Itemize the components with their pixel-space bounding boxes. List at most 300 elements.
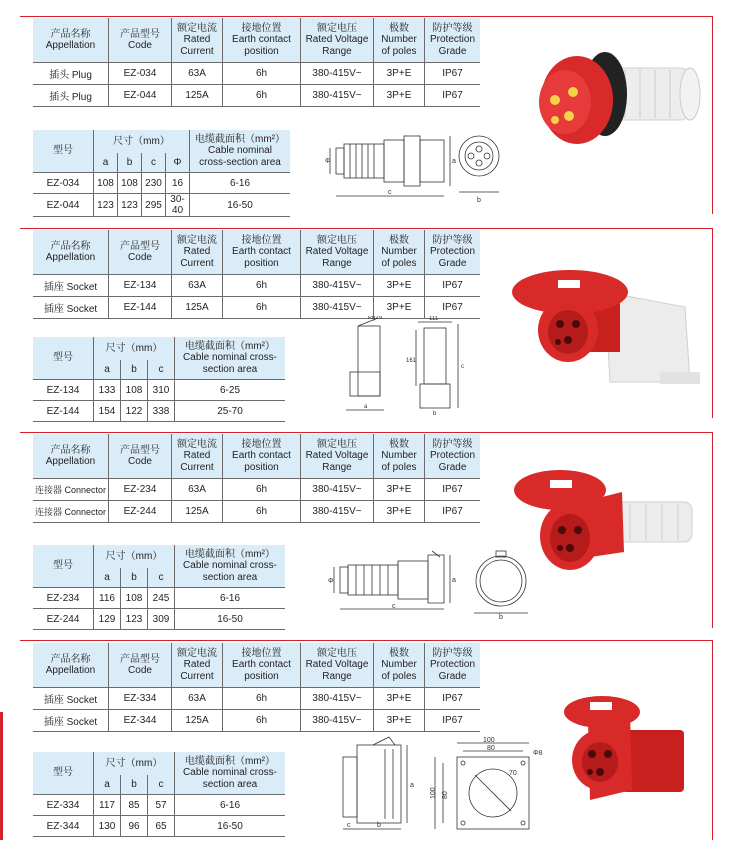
- spec-header-code: [109, 18, 172, 63]
- spec-header-line: Code: [128, 252, 152, 263]
- spec-cell-current: 125A: [172, 710, 223, 732]
- dimension-cell-value: 122: [121, 401, 148, 422]
- spec-cell-name: 插座 Socket: [33, 275, 109, 297]
- spec-header-code: [109, 230, 172, 275]
- cable-header-line: 电缆截面积（mm²）: [185, 755, 275, 767]
- spec-header-line: 极数: [389, 234, 409, 246]
- spec-header-line: Earth contact: [232, 450, 291, 462]
- section-4-top-rule: [20, 640, 713, 641]
- dimension-table: [33, 752, 285, 837]
- dimension-row: [33, 173, 290, 194]
- spec-header-line: Earth contact: [232, 659, 291, 671]
- spec-row: [33, 275, 480, 297]
- spec-header-current: [172, 434, 223, 479]
- spec-cell-name: 连接器 Connector: [33, 479, 109, 501]
- dimension-header-cable: [175, 752, 286, 795]
- spec-header-line: Protection: [429, 450, 476, 462]
- plug-dimension-drawing: [322, 130, 502, 210]
- plug-phi-label: Φ: [325, 158, 331, 165]
- spec-header-appellation: [33, 18, 109, 63]
- dimension-cell-value: 123: [121, 609, 148, 630]
- spec-cell-grade: IP67: [425, 710, 481, 732]
- dimension-cell-value: 338: [148, 401, 175, 422]
- spec-header-line: Appellation: [45, 40, 96, 51]
- dimension-header-col: a: [94, 153, 118, 172]
- spec-cell-code: EZ-134: [109, 275, 172, 297]
- dimension-cell-cable: 6-16: [175, 795, 286, 816]
- panel-height-100-label: 100: [430, 787, 437, 799]
- spec-header-line: 额定电流: [177, 438, 217, 450]
- spec-header-line: 极数: [389, 647, 409, 659]
- dimension-cell-value: 117: [94, 795, 121, 816]
- spec-header-voltage: [301, 643, 374, 688]
- spec-header-line: Protection: [429, 246, 476, 258]
- dimension-cell-value: 129: [94, 609, 121, 630]
- spec-cell-grade: IP67: [425, 275, 481, 297]
- spec-header-poles: [374, 434, 425, 479]
- spec-header-line: Range: [322, 45, 352, 57]
- connector-product-image: [512, 462, 707, 582]
- dimension-header-size: 尺寸（mm）: [94, 130, 190, 153]
- spec-header-line: 产品名称: [50, 653, 91, 665]
- spec-header-line: 防护等级: [432, 647, 473, 659]
- socket-product-image: [510, 262, 705, 387]
- dimension-header-col: b: [118, 153, 142, 172]
- cable-header-line: 电缆截面积（mm²）: [185, 548, 275, 560]
- dimension-cell-value: 108: [118, 173, 142, 194]
- spec-table: [33, 230, 480, 319]
- plug-a-label: a: [452, 158, 456, 165]
- socket-pg-label: Pg29: [368, 316, 383, 321]
- spec-header-poles: [374, 18, 425, 63]
- spec-header-poles: [374, 230, 425, 275]
- spec-table: [33, 643, 480, 732]
- dimension-cell-value: 85: [121, 795, 148, 816]
- spec-header-line: Number: [381, 450, 417, 462]
- spec-header-line: Rated Voltage: [305, 246, 369, 258]
- spec-header-line: 防护等级: [432, 22, 473, 34]
- spec-header-line: Rated: [183, 34, 211, 46]
- section-1-top-rule: [20, 16, 713, 17]
- spec-cell-poles: 3P+E: [374, 297, 425, 319]
- spec-cell-voltage: 380-415V~: [301, 297, 374, 319]
- spec-header-earth: [223, 434, 301, 479]
- panel-b-label: b: [377, 822, 381, 829]
- cable-header-line: Cable nominal cross-: [183, 767, 277, 779]
- section-4-right-rule: [712, 640, 713, 840]
- spec-cell-name: 插座 Socket: [33, 297, 109, 319]
- dimension-cell-value: 30-40: [166, 194, 190, 217]
- spec-header-line: 产品名称: [50, 444, 91, 456]
- spec-header-line: 额定电流: [177, 647, 217, 659]
- spec-header-line: 额定电压: [317, 234, 357, 246]
- panel-socket-dimension-drawing: [333, 735, 553, 835]
- plug-b-label: b: [477, 197, 481, 204]
- dimension-cell-cable: 6-16: [175, 588, 286, 609]
- spec-header-line: position: [244, 670, 279, 682]
- panel-a-label: a: [410, 782, 414, 789]
- spec-header-line: Range: [322, 670, 352, 682]
- spec-header-line: 极数: [389, 438, 409, 450]
- dimension-cell-value: 309: [148, 609, 175, 630]
- spec-cell-current: 125A: [172, 85, 223, 107]
- spec-cell-name: 连接器 Connector: [33, 501, 109, 523]
- cable-header-line: 电缆截面积（mm²）: [195, 133, 285, 145]
- socket-dimension-drawing: [338, 316, 488, 416]
- panel-hole-label: Φ8: [533, 750, 543, 757]
- spec-header-line: Code: [128, 40, 152, 51]
- dimension-row: [33, 401, 285, 422]
- socket-a-label: a: [364, 404, 368, 410]
- dimension-header-col: c: [142, 153, 166, 172]
- spec-cell-name: 插头 Plug: [33, 63, 109, 85]
- spec-cell-voltage: 380-415V~: [301, 688, 374, 710]
- spec-header-line: 接地位置: [241, 438, 282, 450]
- dimension-header-col: b: [121, 360, 148, 379]
- spec-header-line: 额定电流: [177, 22, 217, 34]
- spec-header-line: Rated Voltage: [305, 450, 369, 462]
- dimension-table: [33, 130, 290, 217]
- spec-header-line: Grade: [438, 45, 467, 57]
- spec-cell-grade: IP67: [425, 297, 481, 319]
- spec-header-line: Number: [381, 246, 417, 258]
- dimension-cell-value: 295: [142, 194, 166, 217]
- spec-header-line: Earth contact: [232, 34, 291, 46]
- spec-row: [33, 501, 480, 523]
- cable-header-line: Cable nominal cross-: [183, 560, 277, 572]
- spec-header-appellation: [33, 643, 109, 688]
- connector-dimension-drawing: [326, 545, 536, 620]
- spec-header-line: 防护等级: [432, 438, 473, 450]
- dimension-cell-value: 65: [148, 816, 175, 837]
- spec-cell-code: EZ-044: [109, 85, 172, 107]
- dimension-header-size: 尺寸（mm）: [94, 752, 175, 775]
- cable-header-line: section area: [202, 363, 258, 375]
- dimension-cell-cable: 16-50: [175, 609, 286, 630]
- dimension-cell-cable: 25-70: [175, 401, 286, 422]
- spec-cell-code: EZ-344: [109, 710, 172, 732]
- spec-cell-grade: IP67: [425, 85, 481, 107]
- section-3-top-rule: [20, 432, 713, 433]
- spec-cell-grade: IP67: [425, 688, 481, 710]
- spec-cell-earth: 6h: [223, 688, 301, 710]
- section-1-right-rule: [712, 16, 713, 214]
- spec-row: [33, 710, 480, 732]
- spec-cell-name: 插座 Socket: [33, 688, 109, 710]
- spec-cell-poles: 3P+E: [374, 85, 425, 107]
- spec-header-line: Current: [180, 461, 214, 473]
- dimension-cell-value: 230: [142, 173, 166, 194]
- spec-header-current: [172, 18, 223, 63]
- spec-header-voltage: [301, 434, 374, 479]
- spec-header-line: 产品型号: [120, 240, 160, 252]
- spec-cell-name: 插座 Socket: [33, 710, 109, 732]
- plug-product-image: [525, 40, 710, 160]
- spec-cell-code: EZ-334: [109, 688, 172, 710]
- dimension-cell-value: 16: [166, 173, 190, 194]
- spec-header-line: 接地位置: [241, 234, 282, 246]
- spec-header-line: Appellation: [45, 665, 96, 676]
- spec-header-line: 额定电压: [317, 647, 357, 659]
- spec-header-line: 防护等级: [432, 234, 473, 246]
- connector-b-label: b: [499, 614, 503, 620]
- spec-cell-voltage: 380-415V~: [301, 63, 374, 85]
- spec-header-line: position: [244, 45, 279, 57]
- spec-cell-grade: IP67: [425, 501, 481, 523]
- section-2-right-rule: [712, 228, 713, 418]
- spec-cell-earth: 6h: [223, 85, 301, 107]
- spec-cell-poles: 3P+E: [374, 501, 425, 523]
- spec-header-line: Protection: [429, 34, 476, 46]
- spec-cell-current: 63A: [172, 479, 223, 501]
- dimension-row: [33, 816, 285, 837]
- spec-header-line: 接地位置: [241, 647, 282, 659]
- spec-cell-poles: 3P+E: [374, 479, 425, 501]
- panel-c-label: c: [347, 822, 351, 829]
- spec-row: [33, 688, 480, 710]
- spec-table: [33, 18, 480, 107]
- cable-header-line: cross-section area: [199, 156, 281, 168]
- spec-header-protection: [425, 434, 481, 479]
- cable-header-line: Cable nominal: [208, 145, 272, 157]
- spec-cell-earth: 6h: [223, 479, 301, 501]
- dimension-row: [33, 795, 285, 816]
- spec-header-line: 产品名称: [50, 240, 91, 252]
- dimension-row: [33, 194, 290, 217]
- dimension-row: [33, 588, 285, 609]
- spec-header-line: Appellation: [45, 252, 96, 263]
- spec-header-line: Range: [322, 461, 352, 473]
- cable-header-line: section area: [202, 571, 258, 583]
- spec-header-line: Code: [128, 665, 152, 676]
- spec-header-line: of poles: [381, 257, 417, 269]
- dimension-header-col: a: [94, 360, 121, 379]
- dimension-cell-model: EZ-234: [33, 588, 94, 609]
- spec-header-protection: [425, 230, 481, 275]
- dimension-header-col: a: [94, 775, 121, 794]
- spec-cell-code: EZ-234: [109, 479, 172, 501]
- dimension-header-col: a: [94, 568, 121, 587]
- spec-header-line: Protection: [429, 659, 476, 671]
- spec-cell-earth: 6h: [223, 275, 301, 297]
- dimension-row: [33, 380, 285, 401]
- panel-width-80-label: 80: [487, 745, 495, 752]
- spec-header-protection: [425, 643, 481, 688]
- spec-cell-grade: IP67: [425, 63, 481, 85]
- spec-cell-current: 63A: [172, 688, 223, 710]
- spec-cell-current: 63A: [172, 63, 223, 85]
- spec-header-line: 产品型号: [120, 653, 160, 665]
- spec-cell-name: 插头 Plug: [33, 85, 109, 107]
- spec-cell-voltage: 380-415V~: [301, 501, 374, 523]
- spec-header-line: of poles: [381, 670, 417, 682]
- dimension-header-size: 尺寸（mm）: [94, 337, 175, 360]
- plug-c-label: c: [388, 189, 392, 196]
- spec-header-line: Rated: [183, 246, 211, 258]
- spec-header-line: 额定电流: [177, 234, 217, 246]
- spec-header-line: Appellation: [45, 456, 96, 467]
- spec-header-line: 产品型号: [120, 444, 160, 456]
- spec-cell-earth: 6h: [223, 501, 301, 523]
- dimension-cell-value: 130: [94, 816, 121, 837]
- spec-header-line: Number: [381, 659, 417, 671]
- spec-header-line: Earth contact: [232, 246, 291, 258]
- dimension-header-cable: [175, 545, 286, 588]
- dimension-cell-value: 154: [94, 401, 121, 422]
- panel-socket-product-image: [560, 690, 700, 830]
- spec-header-appellation: [33, 434, 109, 479]
- socket-161-label: 161: [406, 358, 417, 364]
- spec-cell-code: EZ-244: [109, 501, 172, 523]
- dimension-header-col: b: [121, 775, 148, 794]
- spec-header-earth: [223, 230, 301, 275]
- dimension-header-cable: [175, 337, 286, 380]
- dimension-cell-value: 108: [121, 588, 148, 609]
- panel-width-100-label: 100: [483, 737, 495, 744]
- dimension-cell-value: 245: [148, 588, 175, 609]
- connector-a-label: a: [452, 577, 456, 584]
- dimension-cell-model: EZ-144: [33, 401, 94, 422]
- spec-header-line: position: [244, 461, 279, 473]
- spec-cell-voltage: 380-415V~: [301, 85, 374, 107]
- spec-header-line: Grade: [438, 670, 467, 682]
- dimension-cell-model: EZ-134: [33, 380, 94, 401]
- spec-cell-voltage: 380-415V~: [301, 275, 374, 297]
- dimension-cell-model: EZ-344: [33, 816, 94, 837]
- spec-header-line: 额定电压: [317, 438, 357, 450]
- dimension-header-size: 尺寸（mm）: [94, 545, 175, 568]
- spec-header-line: Rated: [183, 659, 211, 671]
- spec-cell-earth: 6h: [223, 710, 301, 732]
- dimension-cell-value: 116: [94, 588, 121, 609]
- spec-header-line: of poles: [381, 45, 417, 57]
- connector-phi-label: Φ: [328, 578, 334, 585]
- dimension-cell-model: EZ-244: [33, 609, 94, 630]
- spec-header-line: Current: [180, 670, 214, 682]
- spec-header-line: Current: [180, 257, 214, 269]
- spec-cell-poles: 3P+E: [374, 710, 425, 732]
- dimension-header-col: Φ: [166, 153, 190, 172]
- dimension-header-model: 型号: [33, 337, 94, 380]
- dimension-cell-model: EZ-034: [33, 173, 94, 194]
- socket-c-label: c: [461, 364, 464, 370]
- dimension-header-col: c: [148, 775, 175, 794]
- dimension-cell-cable: 6-25: [175, 380, 286, 401]
- spec-cell-voltage: 380-415V~: [301, 479, 374, 501]
- socket-111-label: 111: [429, 316, 439, 322]
- dimension-cell-value: 108: [94, 173, 118, 194]
- connector-c-label: c: [392, 603, 396, 610]
- spec-header-earth: [223, 18, 301, 63]
- spec-header-line: 极数: [389, 22, 409, 34]
- dimension-cell-value: 96: [121, 816, 148, 837]
- dimension-cell-model: EZ-334: [33, 795, 94, 816]
- dimension-table: [33, 337, 285, 422]
- dimension-cell-value: 133: [94, 380, 121, 401]
- spec-header-line: position: [244, 257, 279, 269]
- spec-header-line: of poles: [381, 461, 417, 473]
- panel-70-label: 70: [509, 770, 517, 777]
- dimension-cell-value: 123: [94, 194, 118, 217]
- spec-header-line: Code: [128, 456, 152, 467]
- spec-header-line: 接地位置: [241, 22, 282, 34]
- dimension-header-model: 型号: [33, 752, 94, 795]
- dimension-cell-value: 310: [148, 380, 175, 401]
- spec-cell-poles: 3P+E: [374, 688, 425, 710]
- spec-header-line: Grade: [438, 257, 467, 269]
- dimension-header-model: 型号: [33, 130, 94, 173]
- dimension-row: [33, 609, 285, 630]
- socket-b-label: b: [433, 411, 437, 416]
- page-edge-marker: [0, 712, 3, 840]
- spec-header-line: Grade: [438, 461, 467, 473]
- dimension-header-col: b: [121, 568, 148, 587]
- spec-header-current: [172, 643, 223, 688]
- spec-row: [33, 63, 480, 85]
- spec-header-line: Range: [322, 257, 352, 269]
- spec-header-appellation: [33, 230, 109, 275]
- section-3-right-rule: [712, 432, 713, 628]
- spec-cell-earth: 6h: [223, 297, 301, 319]
- spec-cell-current: 63A: [172, 275, 223, 297]
- spec-header-line: Number: [381, 34, 417, 46]
- spec-header-voltage: [301, 230, 374, 275]
- spec-cell-poles: 3P+E: [374, 63, 425, 85]
- dimension-cell-value: 123: [118, 194, 142, 217]
- dimension-cell-model: EZ-044: [33, 194, 94, 217]
- dimension-cell-value: 108: [121, 380, 148, 401]
- dimension-header-col: c: [148, 568, 175, 587]
- spec-cell-code: EZ-034: [109, 63, 172, 85]
- spec-header-earth: [223, 643, 301, 688]
- spec-header-protection: [425, 18, 481, 63]
- spec-table: [33, 434, 480, 523]
- spec-header-line: 额定电压: [317, 22, 357, 34]
- dimension-table: [33, 545, 285, 630]
- spec-header-line: 产品名称: [50, 28, 91, 40]
- spec-row: [33, 479, 480, 501]
- spec-header-code: [109, 434, 172, 479]
- panel-height-80-label: 80: [442, 791, 449, 799]
- dimension-header-model: 型号: [33, 545, 94, 588]
- spec-cell-poles: 3P+E: [374, 275, 425, 297]
- spec-cell-grade: IP67: [425, 479, 481, 501]
- spec-header-poles: [374, 643, 425, 688]
- cable-header-line: section area: [202, 778, 258, 790]
- spec-header-line: Rated Voltage: [305, 34, 369, 46]
- dimension-cell-cable: 6-16: [190, 173, 291, 194]
- spec-cell-current: 125A: [172, 501, 223, 523]
- spec-header-line: Current: [180, 45, 214, 57]
- cable-header-line: Cable nominal cross-: [183, 352, 277, 364]
- dimension-cell-cable: 16-50: [190, 194, 291, 217]
- spec-cell-voltage: 380-415V~: [301, 710, 374, 732]
- section-2-top-rule: [20, 228, 713, 229]
- spec-header-voltage: [301, 18, 374, 63]
- spec-row: [33, 85, 480, 107]
- spec-header-line: Rated Voltage: [305, 659, 369, 671]
- dimension-header-col: c: [148, 360, 175, 379]
- spec-header-line: Rated: [183, 450, 211, 462]
- spec-cell-earth: 6h: [223, 63, 301, 85]
- spec-header-current: [172, 230, 223, 275]
- spec-cell-current: 125A: [172, 297, 223, 319]
- dimension-cell-value: 57: [148, 795, 175, 816]
- dimension-cell-cable: 16-50: [175, 816, 286, 837]
- spec-header-line: 产品型号: [120, 28, 160, 40]
- spec-cell-code: EZ-144: [109, 297, 172, 319]
- cable-header-line: 电缆截面积（mm²）: [185, 340, 275, 352]
